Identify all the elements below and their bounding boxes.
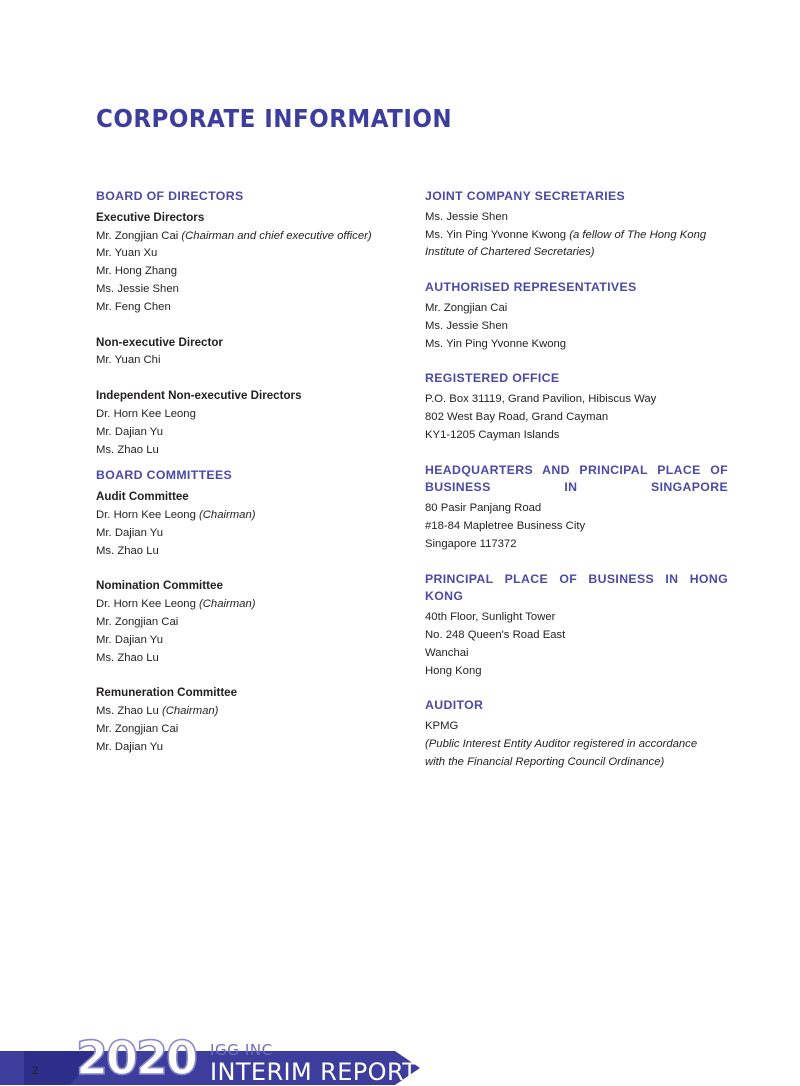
spacer [96, 370, 399, 387]
footer-brand: IGG INC [210, 1041, 273, 1059]
list-item: Mr. Dajian Yu [96, 633, 163, 646]
section-auditor [425, 697, 728, 771]
section-joint-company-secretaries [425, 188, 728, 262]
list-item [96, 228, 399, 246]
list-item: P.O. Box 31119, Grand Pavilion, Hibiscus Way [425, 393, 657, 406]
section-heading: BOARD COMMITTEES [96, 468, 233, 483]
entry-note: (Chairman) [161, 705, 219, 718]
spacer [96, 560, 399, 577]
list-item [96, 703, 399, 721]
list-item [96, 596, 399, 614]
section-heading: AUTHORISED REPRESENTATIVES [425, 280, 637, 295]
list-item: Mr. Zongjian Cai [96, 615, 179, 628]
list-item: Mr. Feng Chen [96, 300, 171, 313]
group-non-executive-director [96, 334, 399, 371]
list-item: KPMG [425, 720, 459, 733]
section-heading: REGISTERED OFFICE [425, 371, 560, 386]
list-item: #18-84 Mapletree Business City [425, 519, 586, 532]
list-item: 802 West Bay Road, Grand Cayman [425, 410, 609, 423]
group-heading: Remuneration Committee [96, 686, 238, 700]
list-item: Hong Kong [425, 664, 482, 677]
group-heading: Executive Directors [96, 210, 205, 224]
section-registered-office [425, 370, 728, 444]
list-item: Dr. Horn Kee Leong [96, 407, 196, 420]
page-number: 2 [32, 1065, 39, 1077]
content-columns [96, 188, 728, 772]
list-item: Ms. Jessie Shen [96, 282, 179, 295]
list-item: Mr. Dajian Yu [96, 526, 163, 539]
entry-note: (Chairman) [199, 598, 256, 611]
section-heading: AUDITOR [425, 698, 484, 713]
group-heading: Nomination Committee [96, 579, 223, 593]
list-item: Ms. Zhao Lu [96, 443, 159, 456]
spacer [425, 262, 728, 279]
group-executive-directors [96, 209, 399, 317]
entry-name: Dr. Horn Kee Leong [96, 598, 199, 611]
footer-left-block [0, 1051, 24, 1085]
list-item: Mr. Zongjian Cai [425, 301, 508, 314]
section-principal-place-hong-kong [425, 571, 728, 681]
list-item: KY1-1205 Cayman Islands [425, 428, 560, 441]
entry-name: Ms. Yin Ping Yvonne Kwong [425, 228, 570, 241]
list-item: Ms. Zhao Lu [96, 651, 159, 664]
spacer [425, 680, 728, 697]
group-independent-non-executive-directors [96, 387, 399, 459]
list-item: Institute of Chartered Secretaries) [425, 246, 595, 259]
page-footer [0, 1033, 800, 1085]
list-item: Ms. Jessie Shen [425, 210, 508, 223]
entry-note: (Chairman) [199, 508, 256, 521]
group-nomination-committee [96, 577, 399, 667]
list-item: Ms. Zhao Lu [96, 544, 159, 557]
list-item: Mr. Zongjian Cai [96, 722, 179, 735]
list-item [96, 507, 399, 525]
list-item: Singapore 117372 [425, 537, 517, 550]
spacer [96, 317, 399, 334]
section-heading: JOINT COMPANY SECRETARIES [425, 189, 626, 203]
spacer [425, 554, 728, 571]
section-heading: BOARD OF DIRECTORS [96, 189, 244, 203]
list-item: 80 Pasir Panjang Road [425, 502, 542, 515]
section-board-of-directors [96, 188, 399, 459]
right-column [425, 188, 728, 772]
group-heading: Audit Committee [96, 490, 189, 504]
spacer [425, 445, 728, 462]
group-audit-committee [96, 488, 399, 560]
section-heading: PRINCIPAL PLACE OF BUSINESS IN HONG KONG [425, 571, 728, 604]
list-item: Mr. Dajian Yu [96, 740, 163, 753]
list-item: Ms. Yin Ping Yvonne Kwong [425, 337, 567, 350]
section-heading: HEADQUARTERS AND PRINCIPAL PLACE OF BUSINESS IN SINGAPORE [425, 462, 728, 495]
entry-name: Ms. Zhao Lu [96, 705, 162, 718]
footer-report-title: INTERIM REPORT [210, 1058, 418, 1086]
entry-note: (Chairman and chief executive officer) [181, 229, 372, 242]
left-column [96, 188, 399, 772]
spacer [425, 353, 728, 370]
group-heading: Independent Non-executive Directors [96, 389, 302, 403]
list-item: Mr. Hong Zhang [96, 265, 178, 278]
page-title: CORPORATE INFORMATION [96, 104, 453, 133]
section-authorised-representatives [425, 279, 728, 353]
list-item: No. 248 Queen's Road East [425, 628, 566, 641]
list-item: Mr. Yuan Xu [96, 247, 158, 260]
footer-year: 2020 [76, 1031, 197, 1085]
spacer [96, 667, 399, 684]
section-headquarters-singapore [425, 462, 728, 554]
list-item: 40th Floor, Sunlight Tower [425, 611, 556, 624]
entry-name: Mr. Zongjian Cai [96, 229, 182, 242]
section-board-committees [96, 467, 399, 756]
spacer [96, 459, 399, 467]
list-item: with the Financial Reporting Council Ordinance) [425, 755, 665, 768]
entry-note: (a fellow of The Hong Kong [569, 228, 707, 241]
entry-name: Dr. Horn Kee Leong [96, 508, 199, 521]
list-item: Mr. Yuan Chi [96, 354, 161, 367]
list-item: Mr. Dajian Yu [96, 425, 163, 438]
list-item: Ms. Jessie Shen [425, 319, 508, 332]
group-heading: Non-executive Director [96, 335, 223, 349]
list-item: Wanchai [425, 646, 469, 659]
list-item: (Public Interest Entity Auditor registered in accordance [425, 737, 698, 750]
group-remuneration-committee [96, 684, 399, 756]
list-item [425, 227, 728, 245]
